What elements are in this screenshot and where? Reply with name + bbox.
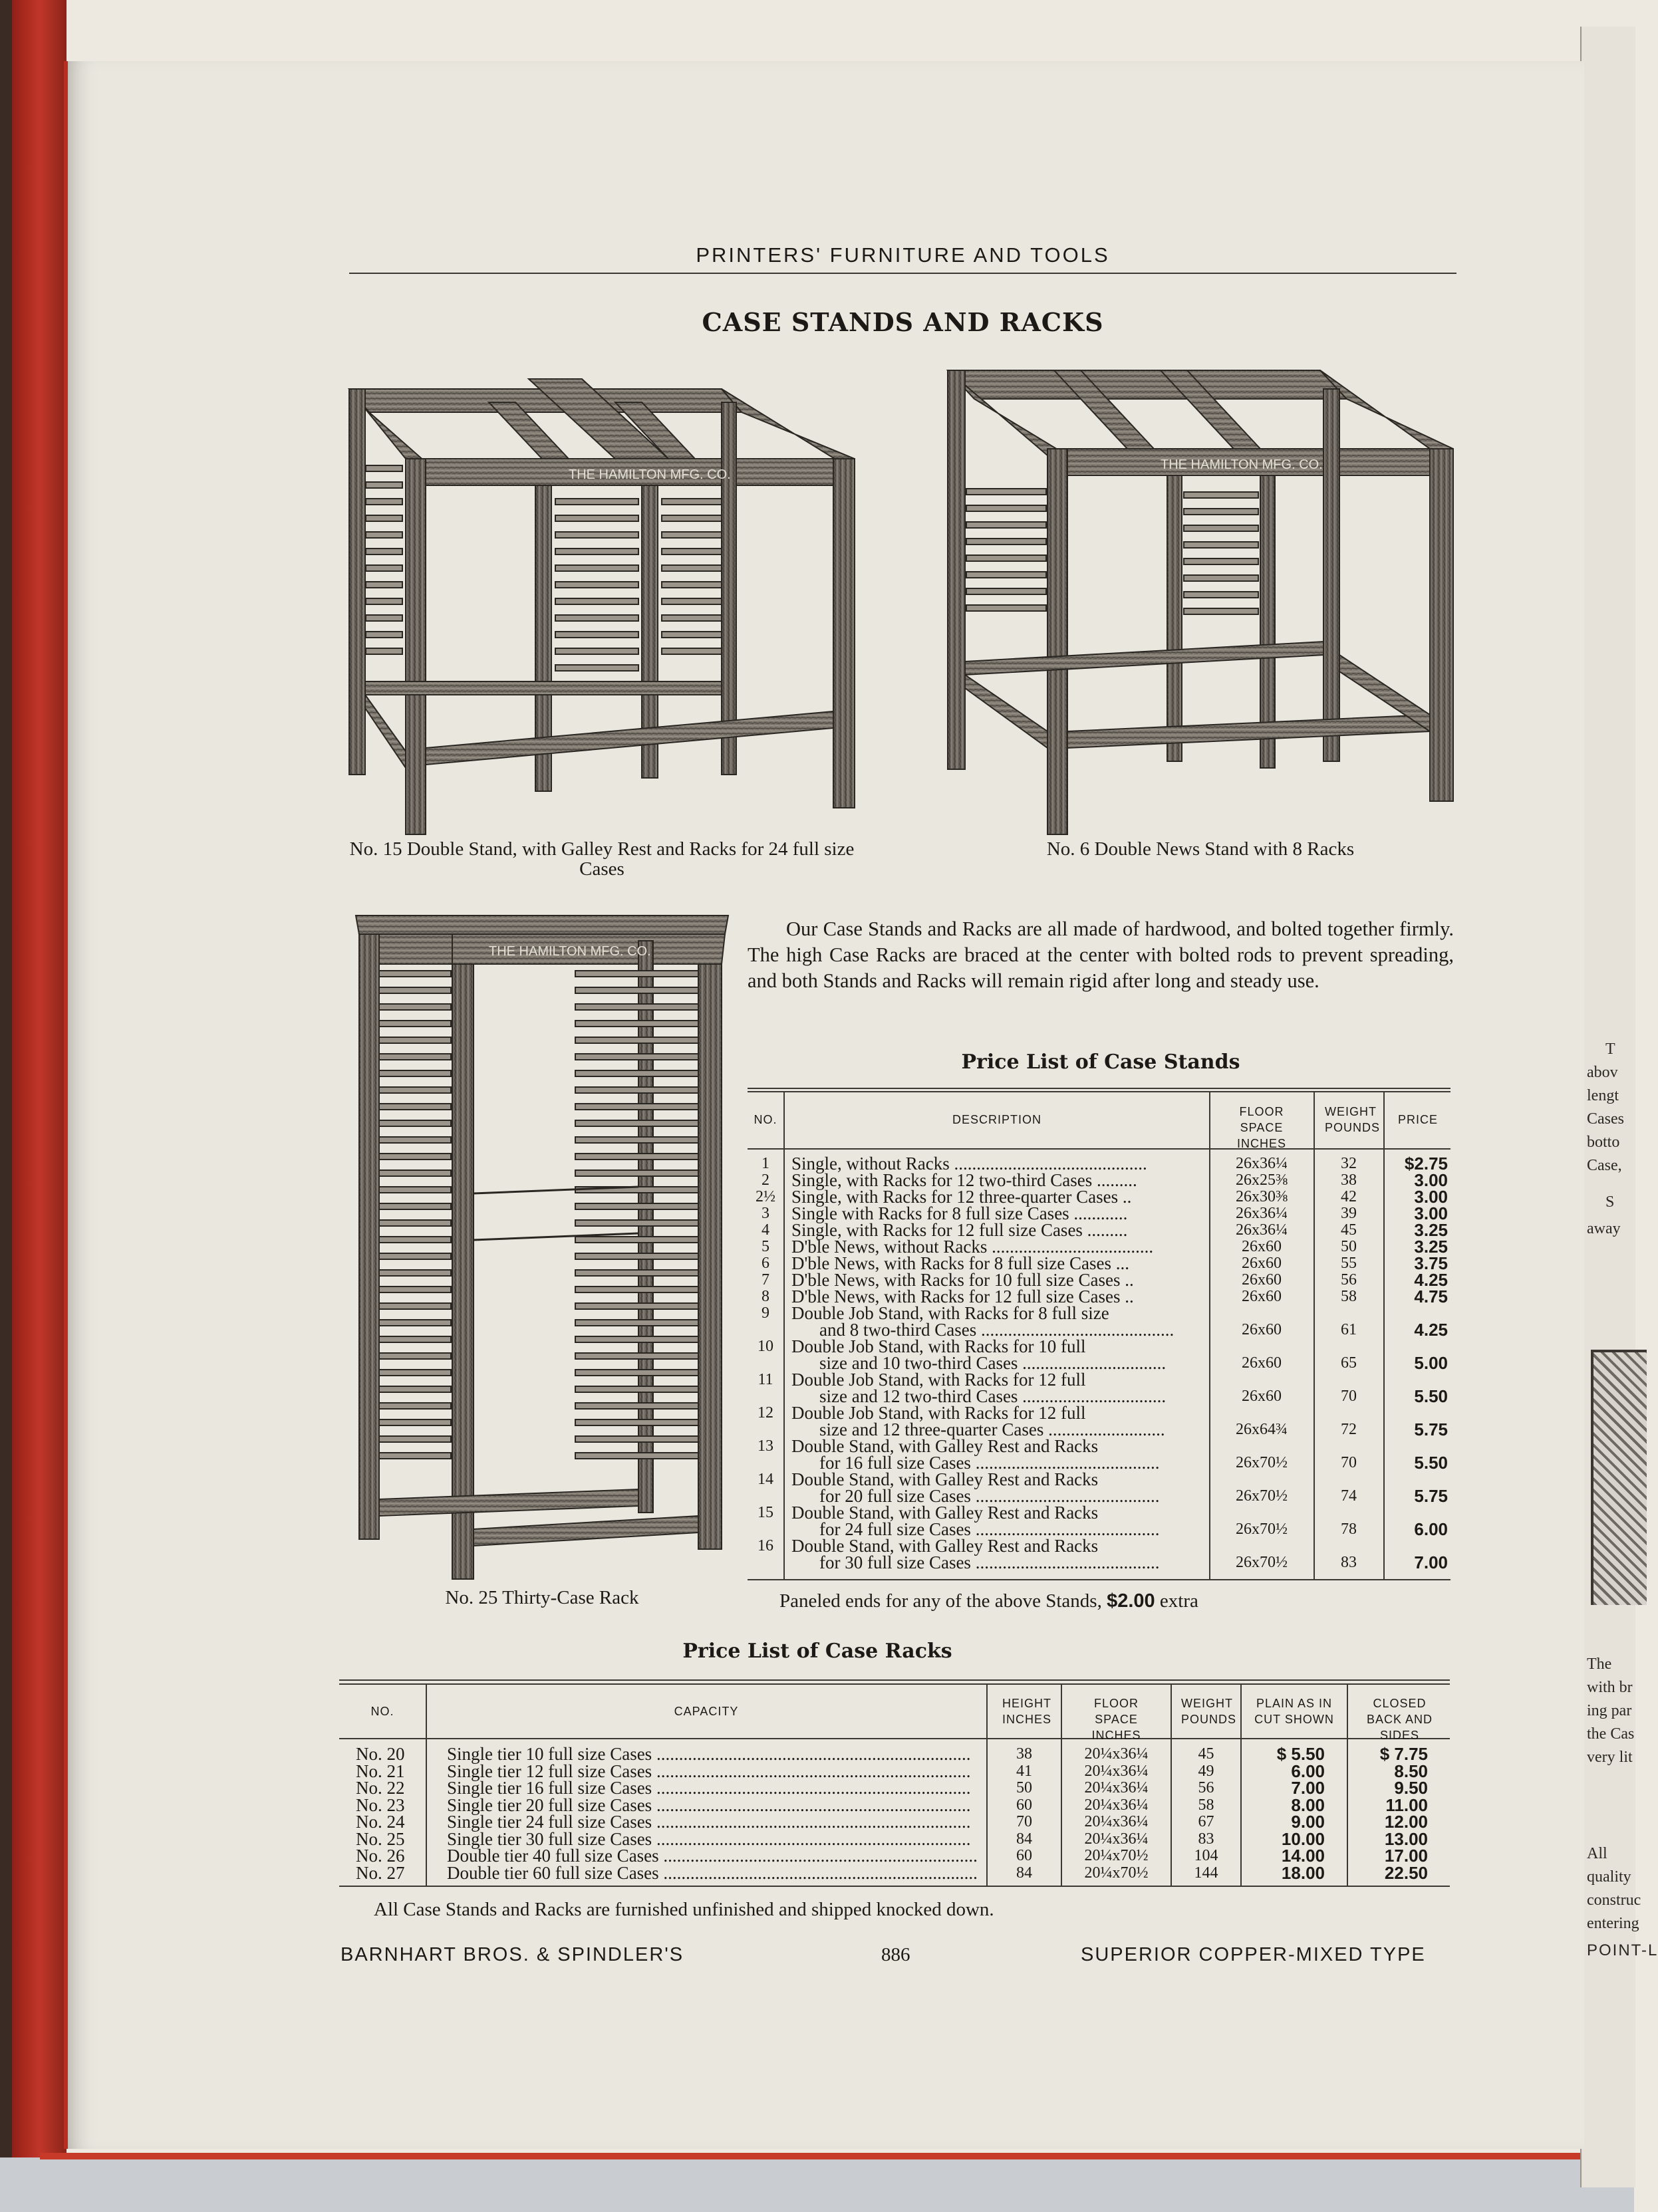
- row-weight: 67: [1198, 1813, 1214, 1830]
- footer-tagline: SUPERIOR COPPER-MIXED TYPE: [1081, 1944, 1426, 1965]
- row-weight: 38: [1341, 1171, 1357, 1189]
- row-plain-price: 6.00: [1291, 1761, 1325, 1781]
- row-closed-price: 13.00: [1384, 1828, 1428, 1849]
- row-weight: 61: [1341, 1321, 1357, 1338]
- row-price: 3.00: [1414, 1170, 1448, 1190]
- row-height: 60: [1016, 1796, 1032, 1814]
- adjacent-fragment: The: [1587, 1656, 1612, 1673]
- adjacent-fragment: ing par: [1587, 1702, 1632, 1719]
- row-description: Double Job Stand, with Racks for 10 full: [791, 1336, 1086, 1356]
- row-description: Double Job Stand, with Racks for 8 full size: [791, 1303, 1109, 1323]
- double-stand-illustration: [349, 376, 861, 834]
- row-height: 70: [1016, 1813, 1032, 1830]
- row-floor-space: 26x25⅜: [1236, 1171, 1288, 1189]
- row-weight: 70: [1341, 1454, 1357, 1471]
- row-weight: 144: [1194, 1864, 1218, 1882]
- row-floor-space: 20¼x70½: [1084, 1847, 1149, 1864]
- adjacent-fragment: Cases: [1587, 1110, 1624, 1128]
- adjacent-fragment: the Cas: [1587, 1725, 1635, 1743]
- row-floor-space: 26x36¼: [1236, 1205, 1288, 1222]
- row-closed-price: 9.50: [1394, 1778, 1428, 1798]
- page-edge: [40, 2153, 1596, 2159]
- row-weight: 45: [1198, 1745, 1214, 1763]
- row-number: 12: [758, 1404, 773, 1421]
- row-floor-space: 20¼x36¼: [1084, 1779, 1149, 1796]
- row-number: No. 25: [356, 1828, 405, 1849]
- footer-publisher: BARNHART BROS. & SPINDLER'S: [341, 1944, 684, 1965]
- row-weight: 50: [1341, 1238, 1357, 1255]
- row-floor-space: 20¼x36¼: [1084, 1745, 1149, 1763]
- table-rule: [339, 1738, 1450, 1739]
- thirty-case-rack-illustration: [352, 914, 732, 1579]
- row-height: 84: [1016, 1864, 1032, 1882]
- row-capacity: Double tier 60 full size Cases ......................................................................: [447, 1862, 978, 1883]
- row-closed-price: 11.00: [1385, 1794, 1428, 1815]
- adjacent-fragment: botto: [1587, 1134, 1620, 1151]
- row-number: 3: [761, 1205, 769, 1222]
- row-height: 50: [1016, 1779, 1032, 1796]
- adjacent-page: [1580, 27, 1658, 2187]
- row-price: 3.75: [1414, 1253, 1448, 1273]
- note-suffix: extra: [1159, 1590, 1198, 1612]
- row-number: 16: [758, 1537, 773, 1554]
- col-header-weight: WEIGHT POUNDS: [1325, 1105, 1381, 1134]
- row-floor-space: 26x70½: [1236, 1487, 1288, 1505]
- adjacent-fragment: entering: [1587, 1915, 1639, 1932]
- paneled-ends-note: [779, 1590, 1198, 1612]
- row-weight: 83: [1198, 1830, 1214, 1848]
- row-price: 4.75: [1414, 1287, 1448, 1306]
- shipping-note: All Case Stands and Racks are furnished unfinished and shipped knocked down.: [374, 1899, 994, 1920]
- col-header-floor-space: FLOOR SPACE INCHES: [1236, 1105, 1286, 1150]
- adjacent-fragment: T: [1605, 1041, 1615, 1058]
- adjacent-fragment: S: [1605, 1193, 1615, 1211]
- row-floor-space: 20¼x36¼: [1084, 1830, 1149, 1848]
- row-price: 3.25: [1414, 1220, 1448, 1240]
- row-plain-price: 9.00: [1291, 1812, 1325, 1832]
- row-weight: 49: [1198, 1762, 1214, 1780]
- col-header-description: DESCRIPTION: [952, 1113, 1041, 1126]
- row-number: 10: [758, 1338, 773, 1355]
- row-number: 2½: [756, 1188, 775, 1205]
- row-description: Single, with Racks for 12 full size Cases .........: [791, 1220, 1128, 1240]
- row-price: $2.75: [1404, 1154, 1448, 1173]
- row-height: 60: [1016, 1847, 1032, 1864]
- row-description: D'ble News, without Racks ....................................: [791, 1237, 1154, 1257]
- row-description: for 30 full size Cases .........................................: [819, 1552, 1160, 1572]
- row-weight: 56: [1198, 1779, 1214, 1796]
- row-price: 5.50: [1414, 1386, 1448, 1406]
- news-stand-caption: No. 6 Double News Stand with 8 Racks: [1046, 838, 1355, 860]
- col-header-no: NO.: [754, 1113, 777, 1126]
- news-stand-illustration: [948, 369, 1453, 834]
- row-description: Double Stand, with Galley Rest and Racks: [791, 1436, 1099, 1456]
- row-floor-space: 20¼x36¼: [1084, 1813, 1149, 1830]
- head-rule: [349, 273, 1456, 274]
- col-header-weight: WEIGHT POUNDS: [1181, 1697, 1237, 1726]
- row-number: No. 26: [356, 1846, 405, 1866]
- racks-table-title: Price List of Case Racks: [682, 1640, 952, 1663]
- col-header-height: HEIGHT INCHES: [1002, 1697, 1052, 1726]
- row-floor-space: 26x36¼: [1236, 1155, 1288, 1172]
- row-weight: 70: [1341, 1388, 1357, 1405]
- row-floor-space: 26x60: [1242, 1288, 1282, 1305]
- row-plain-price: 10.00: [1281, 1828, 1325, 1849]
- row-capacity: Single tier 12 full size Cases ......................................................................: [447, 1761, 971, 1781]
- row-description: Double Stand, with Galley Rest and Racks: [791, 1469, 1099, 1489]
- row-capacity: Single tier 24 full size Cases ......................................................................: [447, 1812, 971, 1832]
- note-price: $2.00: [1107, 1590, 1155, 1612]
- row-number: 4: [761, 1221, 769, 1239]
- adjacent-page-illustration: [1591, 1350, 1647, 1605]
- row-weight: 104: [1194, 1847, 1218, 1864]
- row-number: No. 21: [356, 1761, 405, 1781]
- row-price: 6.00: [1414, 1519, 1448, 1539]
- row-description: D'ble News, with Racks for 10 full size Cases ..: [791, 1270, 1134, 1290]
- table-rule: [748, 1091, 1451, 1092]
- row-floor-space: 26x60: [1242, 1354, 1282, 1372]
- row-closed-price: 12.00: [1384, 1812, 1428, 1832]
- double-stand-caption: No. 15 Double Stand, with Galley Rest and Racks for 24 full size Cases: [349, 838, 855, 880]
- table-rule: [339, 1683, 1450, 1685]
- row-capacity: Single tier 10 full size Cases ......................................................................: [447, 1744, 971, 1764]
- row-weight: 39: [1341, 1205, 1357, 1222]
- adjacent-fragment: with br: [1587, 1679, 1633, 1696]
- row-plain-price: 8.00: [1291, 1794, 1325, 1815]
- adjacent-fragment: All: [1587, 1845, 1607, 1862]
- row-description: for 20 full size Cases .........................................: [819, 1486, 1160, 1506]
- book-board: [0, 2157, 1634, 2212]
- row-description: Single, with Racks for 12 two-third Cases .........: [791, 1170, 1137, 1190]
- row-floor-space: 26x60: [1242, 1238, 1282, 1255]
- row-description: size and 12 three-quarter Cases ..........................: [819, 1419, 1165, 1439]
- row-description: and 8 two-third Cases ...........................................: [819, 1320, 1174, 1340]
- row-height: 41: [1016, 1762, 1032, 1780]
- row-closed-price: $ 7.75: [1379, 1744, 1428, 1764]
- row-weight: 83: [1341, 1554, 1357, 1571]
- adjacent-fragment: abov: [1587, 1064, 1618, 1081]
- row-weight: 42: [1341, 1188, 1357, 1205]
- maker-mark: THE HAMILTON MFG. CO.: [569, 467, 731, 482]
- row-plain-price: 7.00: [1291, 1778, 1325, 1798]
- adjacent-fragment: very lit: [1587, 1749, 1633, 1766]
- table-rule: [783, 1091, 785, 1579]
- row-weight: 55: [1341, 1255, 1357, 1272]
- intro-paragraph: Our Case Stands and Racks are all made of hardwood, and bolted together firmly. The high Case Racks are braced at the center with bolted rods to prevent spreading, and both Stands and Racks will remain rigid after long and steady use.: [748, 918, 1454, 992]
- row-description: size and 12 two-third Cases ................................: [819, 1386, 1167, 1406]
- page-number: 886: [881, 1944, 910, 1965]
- row-number: 9: [761, 1304, 769, 1322]
- row-floor-space: 26x70½: [1236, 1554, 1288, 1571]
- row-capacity: Single tier 20 full size Cases ......................................................................: [447, 1794, 971, 1815]
- adjacent-fragment: quality: [1587, 1868, 1631, 1886]
- row-weight: 72: [1341, 1421, 1357, 1438]
- row-floor-space: 20¼x36¼: [1084, 1762, 1149, 1780]
- table-rule: [1209, 1091, 1210, 1579]
- row-price: 3.00: [1414, 1187, 1448, 1207]
- row-number: No. 22: [356, 1778, 405, 1798]
- row-description: Double Stand, with Galley Rest and Racks: [791, 1503, 1099, 1523]
- row-number: 8: [761, 1288, 769, 1305]
- row-description: Single, with Racks for 12 three-quarter Cases ..: [791, 1187, 1132, 1207]
- row-number: 5: [761, 1238, 769, 1255]
- stands-table-title: Price List of Case Stands: [961, 1050, 1240, 1074]
- row-weight: 58: [1198, 1796, 1214, 1814]
- row-number: 13: [758, 1437, 773, 1455]
- row-number: No. 23: [356, 1794, 405, 1815]
- adjacent-fragment: lengt: [1587, 1087, 1619, 1104]
- row-floor-space: 26x36¼: [1236, 1221, 1288, 1239]
- row-closed-price: 22.50: [1384, 1862, 1428, 1883]
- table-rule: [748, 1088, 1451, 1089]
- row-floor-space: 20¼x36¼: [1084, 1796, 1149, 1814]
- row-capacity: Double tier 40 full size Cases ......................................................................: [447, 1846, 978, 1866]
- row-floor-space: 26x70½: [1236, 1454, 1288, 1471]
- maker-mark: THE HAMILTON MFG. CO.: [489, 944, 651, 959]
- row-floor-space: 26x60: [1242, 1271, 1282, 1289]
- col-header-price: PRICE: [1397, 1113, 1438, 1126]
- row-weight: 74: [1341, 1487, 1357, 1505]
- row-weight: 56: [1341, 1271, 1357, 1289]
- table-rule: [748, 1579, 1451, 1580]
- row-number: 7: [761, 1271, 769, 1289]
- row-floor-space: 26x64¾: [1236, 1421, 1288, 1438]
- row-capacity: Single tier 30 full size Cases ......................................................................: [447, 1828, 971, 1849]
- row-number: No. 27: [356, 1862, 405, 1883]
- row-plain-price: 14.00: [1281, 1846, 1325, 1866]
- row-number: 6: [761, 1255, 769, 1272]
- col-header-plain: PLAIN AS IN CUT SHOWN: [1254, 1697, 1334, 1726]
- row-price: 5.75: [1414, 1486, 1448, 1506]
- col-header-closed: CLOSED BACK AND SIDES: [1366, 1697, 1433, 1742]
- adjacent-fragment: Case,: [1587, 1157, 1622, 1174]
- row-description: for 16 full size Cases .........................................: [819, 1453, 1160, 1473]
- row-weight: 58: [1341, 1288, 1357, 1305]
- row-number: 1: [761, 1155, 769, 1172]
- table-rule: [1313, 1091, 1315, 1579]
- maker-mark: THE HAMILTON MFG. CO.: [1161, 457, 1323, 472]
- table-rule: [339, 1886, 1450, 1887]
- adjacent-fragment: construc: [1587, 1892, 1641, 1909]
- row-closed-price: 17.00: [1384, 1846, 1428, 1866]
- row-floor-space: 26x60: [1242, 1388, 1282, 1405]
- row-description: D'ble News, with Racks for 8 full size Cases ...: [791, 1253, 1130, 1273]
- row-description: size and 10 two-third Cases ................................: [819, 1353, 1167, 1373]
- row-description: Single, without Racks ...........................................: [791, 1154, 1147, 1173]
- row-floor-space: 26x70½: [1236, 1521, 1288, 1538]
- row-price: 7.00: [1414, 1552, 1448, 1572]
- row-number: No. 24: [356, 1812, 405, 1832]
- row-height: 38: [1016, 1745, 1032, 1763]
- row-height: 84: [1016, 1830, 1032, 1848]
- row-number: No. 20: [356, 1744, 405, 1764]
- row-price: 3.00: [1414, 1203, 1448, 1223]
- col-header-capacity: CAPACITY: [674, 1705, 739, 1718]
- row-closed-price: 8.50: [1394, 1761, 1428, 1781]
- row-number: 14: [758, 1471, 773, 1488]
- adjacent-fragment: away: [1587, 1220, 1621, 1237]
- row-weight: 65: [1341, 1354, 1357, 1372]
- page-title: CASE STANDS AND RACKS: [702, 307, 1104, 337]
- row-plain-price: 18.00: [1281, 1862, 1325, 1883]
- table-rule: [748, 1148, 1451, 1150]
- row-price: 5.75: [1414, 1419, 1448, 1439]
- row-floor-space: 26x60: [1242, 1321, 1282, 1338]
- row-plain-price: $ 5.50: [1276, 1744, 1325, 1764]
- row-weight: 32: [1341, 1155, 1357, 1172]
- row-number: 2: [761, 1171, 769, 1189]
- rack-caption: No. 25 Thirty-Case Rack: [445, 1587, 639, 1608]
- row-floor-space: 20¼x70½: [1084, 1864, 1149, 1882]
- spine-cloth: [0, 0, 12, 2212]
- col-header-no: NO.: [370, 1705, 394, 1718]
- row-description: Single with Racks for 8 full size Cases ............: [791, 1203, 1128, 1223]
- row-number: 15: [758, 1504, 773, 1521]
- row-description: Double Job Stand, with Racks for 12 full: [791, 1370, 1086, 1390]
- row-capacity: Single tier 16 full size Cases ......................................................................: [447, 1778, 971, 1798]
- row-price: 4.25: [1414, 1320, 1448, 1340]
- row-description: for 24 full size Cases .........................................: [819, 1519, 1160, 1539]
- row-floor-space: 26x30⅜: [1236, 1188, 1288, 1205]
- row-weight: 45: [1341, 1221, 1357, 1239]
- col-header-floor-space: FLOOR SPACE INCHES: [1091, 1697, 1141, 1742]
- row-weight: 78: [1341, 1521, 1357, 1538]
- adjacent-footer: POINT-L: [1587, 1941, 1658, 1959]
- row-number: 11: [758, 1371, 773, 1388]
- row-floor-space: 26x60: [1242, 1255, 1282, 1272]
- table-rule: [339, 1679, 1450, 1681]
- row-price: 5.50: [1414, 1453, 1448, 1473]
- row-price: 3.25: [1414, 1237, 1448, 1257]
- row-description: Double Job Stand, with Racks for 12 full: [791, 1403, 1086, 1423]
- row-description: D'ble News, with Racks for 12 full size Cases ..: [791, 1287, 1134, 1306]
- note-text: Paneled ends for any of the above Stands,: [779, 1590, 1102, 1612]
- row-price: 5.00: [1414, 1353, 1448, 1373]
- row-description: Double Stand, with Galley Rest and Racks: [791, 1536, 1099, 1556]
- row-price: 4.25: [1414, 1270, 1448, 1290]
- running-head: PRINTERS' FURNITURE AND TOOLS: [696, 243, 1110, 267]
